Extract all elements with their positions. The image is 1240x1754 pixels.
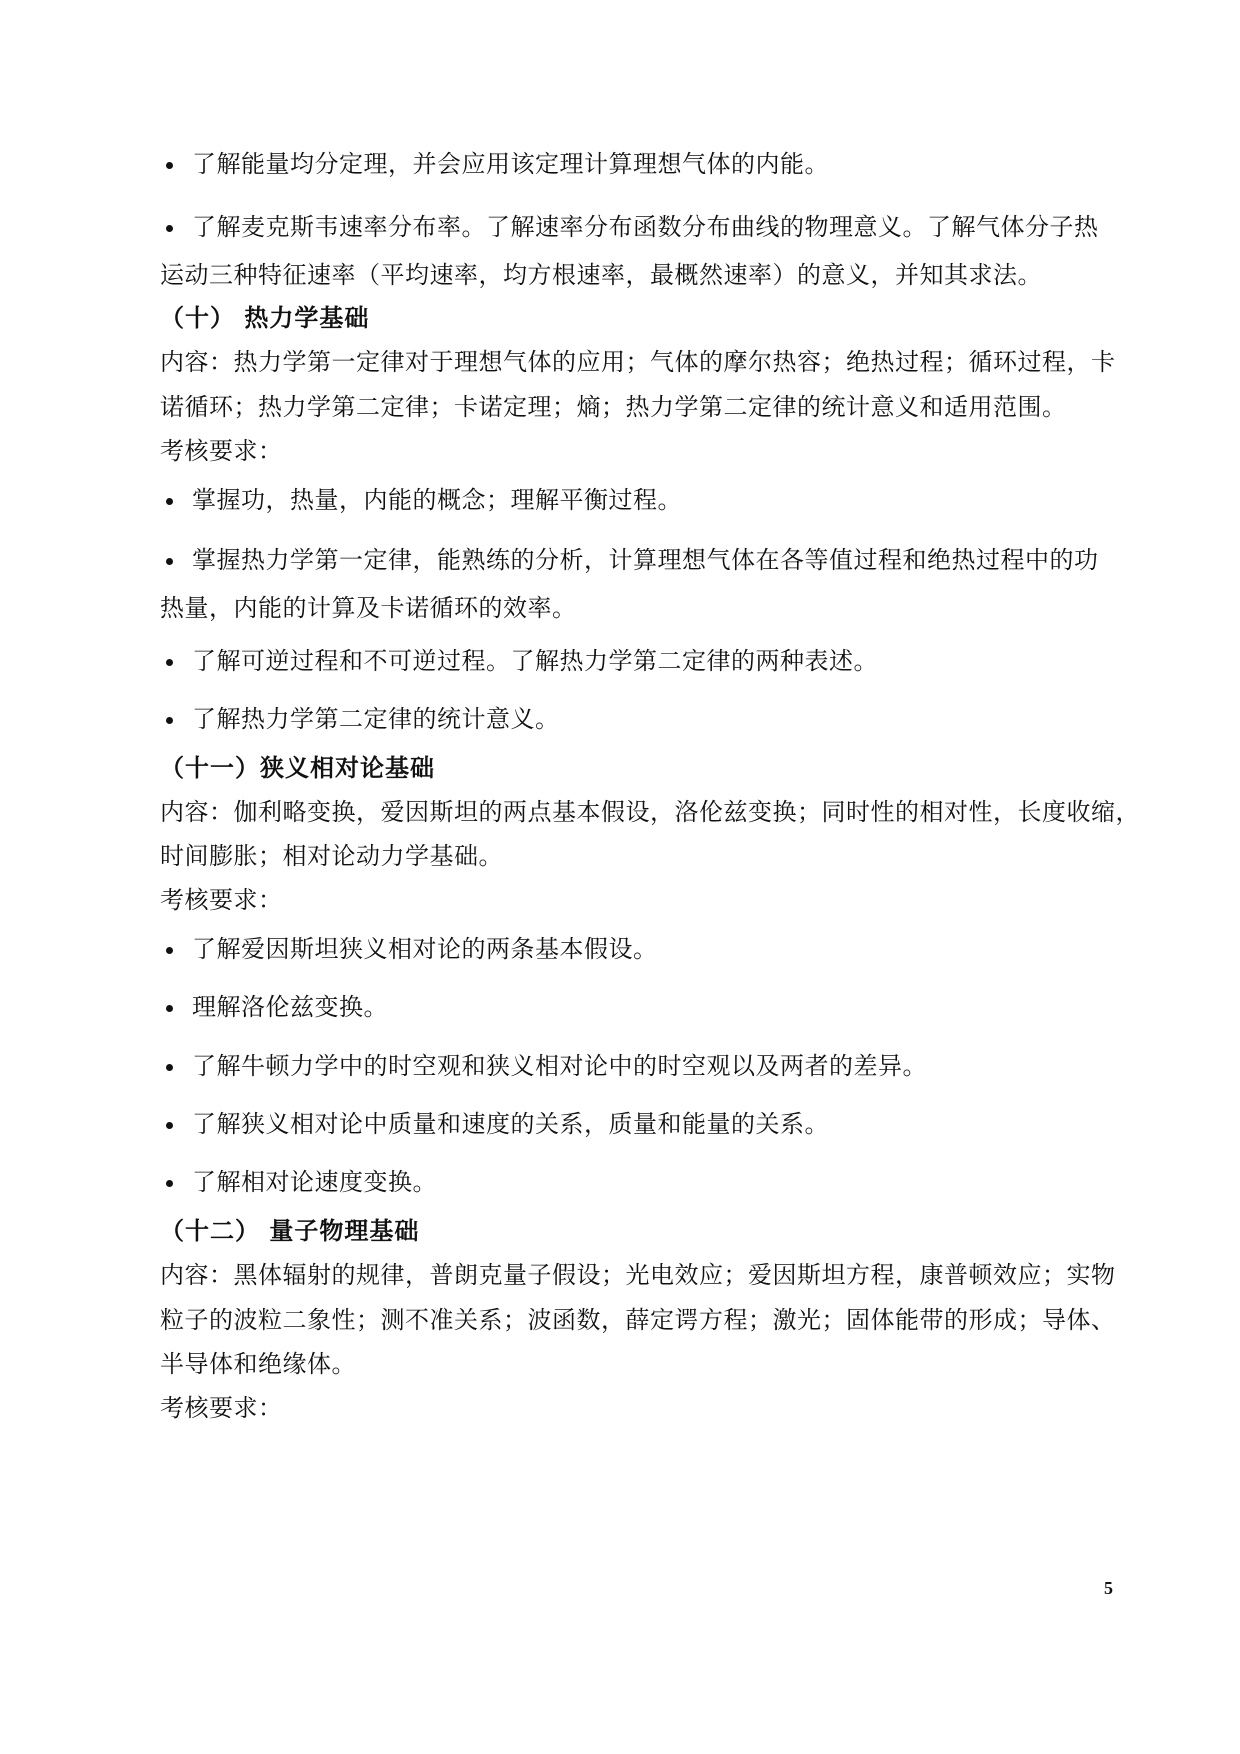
page-number: 5 bbox=[1104, 1578, 1113, 1598]
bullet-icon bbox=[166, 717, 173, 724]
section-content: 诺循环；热力学第二定律；卡诺定理；熵；热力学第二定律的统计意义和适用范围。 bbox=[160, 393, 1067, 421]
bullet-icon bbox=[166, 162, 173, 169]
list-item: 了解麦克斯韦速率分布率。了解速率分布函数分布曲线的物理意义。了解气体分子热 bbox=[176, 211, 1136, 243]
requirements-label: 考核要求： bbox=[160, 437, 283, 465]
bullet-icon bbox=[166, 1064, 173, 1071]
section-content: 内容：黑体辐射的规律，普朗克量子假设；光电效应；爱因斯坦方程，康普顿效应；实物 bbox=[160, 1261, 1116, 1289]
paragraph-continuation: 热量，内能的计算及卡诺循环的效率。 bbox=[160, 594, 577, 622]
list-item: 了解爱因斯坦狭义相对论的两条基本假设。 bbox=[176, 933, 1136, 965]
paragraph-continuation: 运动三种特征速率（平均速率，均方根速率，最概然速率）的意义，并知其求法。 bbox=[160, 261, 1042, 289]
list-item: 掌握功，热量，内能的概念；理解平衡过程。 bbox=[176, 484, 1136, 516]
section-heading: （十二） 量子物理基础 bbox=[160, 1216, 420, 1245]
list-item: 了解相对论速度变换。 bbox=[176, 1166, 1136, 1198]
requirements-label: 考核要求： bbox=[160, 886, 283, 914]
bullet-icon bbox=[166, 498, 173, 505]
requirements-label: 考核要求： bbox=[160, 1394, 283, 1422]
section-content: 内容：伽利略变换，爱因斯坦的两点基本假设，洛伦兹变换；同时性的相对性，长度收缩， bbox=[160, 798, 1140, 826]
bullet-icon bbox=[166, 225, 173, 232]
section-content: 半导体和绝缘体。 bbox=[160, 1350, 356, 1378]
bullet-icon bbox=[166, 1005, 173, 1012]
bullet-icon bbox=[166, 1180, 173, 1187]
bullet-icon bbox=[166, 659, 173, 666]
list-item: 理解洛伦兹变换。 bbox=[176, 991, 1136, 1023]
section-heading: （十） 热力学基础 bbox=[160, 303, 370, 332]
section-content: 粒子的波粒二象性；测不准关系；波函数，薛定谔方程；激光；固体能带的形成；导体、 bbox=[160, 1306, 1116, 1334]
bullet-icon bbox=[166, 947, 173, 954]
section-content: 时间膨胀；相对论动力学基础。 bbox=[160, 842, 503, 870]
list-item: 了解可逆过程和不可逆过程。了解热力学第二定律的两种表述。 bbox=[176, 645, 1136, 677]
list-item: 掌握热力学第一定律，能熟练的分析，计算理想气体在各等值过程和绝热过程中的功 bbox=[176, 544, 1136, 576]
list-item: 了解狭义相对论中质量和速度的关系，质量和能量的关系。 bbox=[176, 1108, 1136, 1140]
section-content: 内容：热力学第一定律对于理想气体的应用；气体的摩尔热容；绝热过程；循环过程，卡 bbox=[160, 348, 1116, 376]
bullet-icon bbox=[166, 1122, 173, 1129]
list-item: 了解热力学第二定律的统计意义。 bbox=[176, 703, 1136, 735]
bullet-icon bbox=[166, 558, 173, 565]
list-item: 了解牛顿力学中的时空观和狭义相对论中的时空观以及两者的差异。 bbox=[176, 1050, 1136, 1082]
list-item: 了解能量均分定理，并会应用该定理计算理想气体的内能。 bbox=[176, 148, 1136, 180]
section-heading: （十一）狭义相对论基础 bbox=[160, 753, 435, 782]
